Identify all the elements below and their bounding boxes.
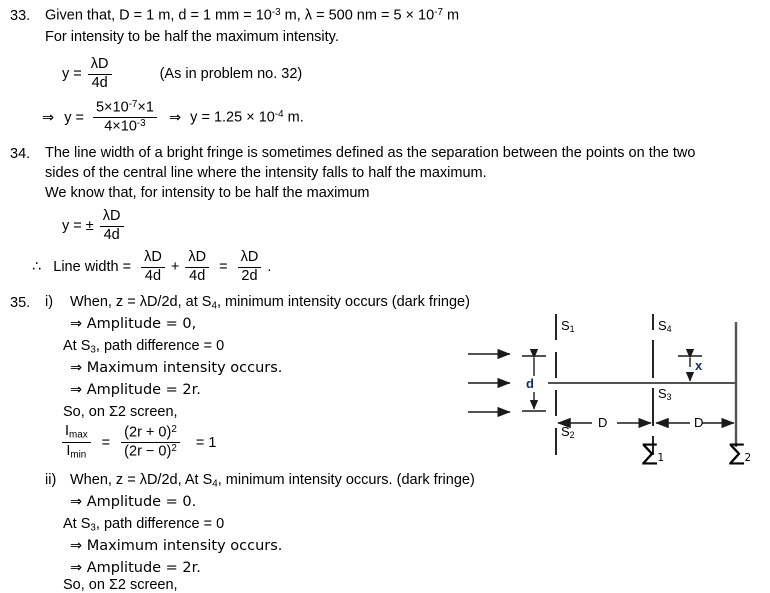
problem-33-number: 33.	[10, 8, 31, 24]
label-s4	[658, 318, 672, 334]
problem-35-i-equation	[60, 424, 216, 461]
problem-33-equation-2	[42, 100, 304, 135]
p35i-eq-lhs-den	[62, 443, 91, 461]
label-D-left: D	[598, 415, 608, 430]
problem-34-number: 34.	[10, 146, 31, 162]
p33-given-a: Given that, D = 1 m, d = 1 mm = 10	[45, 7, 272, 24]
problem-35-part-i-marker: i)	[45, 294, 54, 310]
problem-35-ii-line-1	[70, 473, 475, 490]
p34-eq2-f1-num: λD	[141, 250, 165, 268]
problem-34-equation-1	[62, 209, 126, 243]
p34-eq2-f2-num: λD	[185, 250, 209, 268]
p33-eq2-lhs: y =	[64, 109, 84, 126]
p35i-eq-rhs-num	[121, 425, 180, 443]
label-sigma2-sub: 2	[744, 452, 752, 465]
p34-eq2-f2-den: 4d	[189, 267, 206, 284]
p34-eq2-fraction-2	[185, 250, 209, 284]
problem-35-ii-line-3	[63, 517, 224, 534]
p35ii-l3-a: At S	[63, 516, 91, 532]
label-s4-sub: 4	[666, 324, 672, 335]
p34-eq2-fraction-3	[238, 250, 262, 284]
p33-eq2-numerator	[93, 100, 157, 118]
p35ii-l3-sub: 3	[90, 522, 96, 534]
p33-eq2-result-b: m.	[283, 109, 304, 126]
p35i-rhs-num-exp: 2	[171, 424, 177, 436]
p34-eq2-period: .	[267, 259, 272, 276]
p35i-l1-sub: 4	[211, 300, 217, 312]
p33-eq2-arrow: ⇒	[42, 109, 55, 126]
p33-eq2-result	[190, 109, 304, 125]
problem-35-i-line-6: So, on Σ2 screen,	[63, 404, 178, 420]
problem-33-line-2: For intensity to be half the maximum intensity.	[45, 29, 339, 45]
p35i-imin: I	[66, 443, 71, 460]
p35i-eq-rhs-fraction	[121, 425, 180, 460]
p33-given-c: m	[442, 7, 460, 24]
label-s3-text: S	[658, 386, 667, 401]
p35ii-l1-sub: 4	[212, 478, 218, 490]
p33-eq1-denominator: 4d	[91, 74, 108, 91]
p33-eq2-denominator	[93, 118, 157, 135]
p35i-eq-lhs-fraction	[62, 424, 91, 461]
double-slit-diagram	[462, 300, 770, 472]
problem-34-line-3: We know that, for intensity to be half the maximum	[45, 185, 370, 201]
p35i-imax-sub: max	[69, 429, 88, 441]
label-D-right: D	[694, 415, 704, 430]
p33-eq2-den-a: 4×10	[104, 118, 137, 135]
p35ii-l1-a: When, z = λD/2d, At S	[70, 472, 213, 488]
p34-eq2-f3-den: 2d	[241, 267, 258, 284]
problem-35-number: 35.	[10, 295, 31, 311]
label-sigma2	[729, 440, 751, 466]
p33-eq1-fraction	[88, 57, 112, 91]
label-s3	[658, 386, 672, 402]
p34-linewidth-label: Line width =	[53, 259, 132, 276]
p33-eq1-note: (As in problem no. 32)	[159, 66, 303, 83]
p33-eq2-num-exp: -7	[128, 99, 138, 110]
p34-eq2-plus: +	[170, 259, 180, 276]
p33-eq2-num-a: 5×10	[95, 99, 129, 116]
p34-therefore-symbol: ∴	[32, 259, 42, 276]
p34-eq1-numerator: λD	[100, 209, 124, 227]
p35i-eq-rhs-den	[121, 443, 180, 460]
problem-34-line-1: The line width of a bright fringe is sometimes defined as the separation between the points on the two	[45, 145, 696, 161]
p35i-rhs-num-a: (2r + 0)	[124, 424, 172, 441]
problem-35-ii-line-4: ⇒ Maximum intensity occurs.	[70, 538, 283, 554]
p35i-eq-lhs-num	[62, 424, 91, 443]
label-s2-text: S	[561, 424, 570, 439]
p35i-imin-sub: min	[70, 449, 87, 461]
p35ii-l3-b: , path difference = 0	[95, 516, 225, 532]
label-sigma1	[642, 440, 664, 466]
p34-eq1-fraction	[100, 209, 124, 243]
p33-eq2-num-b: ×1	[137, 99, 154, 116]
label-s2-sub: 2	[569, 430, 575, 441]
problem-35-ii-line-5: ⇒ Amplitude = 2r.	[70, 560, 201, 576]
p33-eq2-result-arrow: ⇒	[168, 109, 182, 126]
problem-35-part-ii-marker: ii)	[45, 472, 57, 488]
p33-given-b-exp: -7	[434, 7, 443, 18]
problem-33-equation-1	[62, 57, 302, 91]
label-s1-sub: 1	[569, 324, 575, 335]
label-s3-sub: 3	[666, 392, 672, 403]
p35i-imax: I	[65, 423, 70, 439]
p35i-eq-equals: =	[101, 434, 111, 451]
problem-35-ii-line-2: ⇒ Amplitude = 0.	[70, 494, 197, 510]
p34-eq1-lhs: y = ±	[62, 218, 94, 235]
p34-eq2-equals: =	[219, 259, 228, 276]
p35i-l3-a: At S	[63, 338, 91, 354]
p35i-l3-b: , path difference = 0	[95, 338, 225, 354]
p33-eq2-fraction	[93, 100, 157, 135]
label-s4-text: S	[658, 318, 667, 333]
label-sigma2-symbol: ∑	[729, 440, 745, 466]
p33-eq2-den-exp: -3	[136, 118, 146, 130]
label-sigma1-sub: 1	[657, 452, 665, 465]
p35i-eq-result: = 1	[195, 434, 217, 451]
problem-35-ii-line-6: So, on Σ2 screen,	[63, 577, 178, 593]
label-d: d	[526, 376, 534, 391]
p35i-l3-sub: 3	[90, 344, 96, 356]
p35ii-l1-b: , minimum intensity occurs. (dark fringe)	[217, 472, 475, 488]
problem-34-equation-2	[32, 250, 271, 284]
p34-eq2-f3-num: λD	[238, 250, 262, 268]
problem-35-i-line-5: ⇒ Amplitude = 2r.	[70, 382, 201, 398]
incoming-wave-arrows	[468, 354, 510, 412]
p34-eq2-fraction-1	[141, 250, 165, 284]
p35i-l1-a: When, z = λD/2d, at S	[70, 294, 212, 310]
label-s1	[561, 318, 575, 334]
problem-35-i-line-1	[70, 295, 470, 312]
problem-35-i-line-3	[63, 339, 224, 356]
p35i-rhs-den-a: (2r − 0)	[124, 443, 172, 460]
p33-eq2-result-exp: -4	[274, 109, 284, 121]
p34-eq1-denominator: 4d	[103, 226, 120, 243]
problem-35-i-line-2: ⇒ Amplitude = 0,	[70, 316, 197, 332]
p33-eq2-result-a: y = 1.25 × 10	[190, 109, 275, 126]
problem-35-i-line-4: ⇒ Maximum intensity occurs.	[70, 360, 283, 376]
p33-given-b: m, λ = 500 nm = 5 × 10	[280, 7, 435, 24]
p35i-l1-b: , minimum intensity occurs (dark fringe)	[216, 294, 470, 310]
p33-eq1-numerator: λD	[88, 57, 112, 75]
p35i-rhs-den-exp: 2	[171, 443, 177, 455]
p33-given-a-exp: -3	[271, 7, 281, 18]
label-sigma1-symbol: ∑	[642, 440, 658, 466]
p34-eq2-f1-den: 4d	[144, 267, 162, 284]
problem-34-line-2: sides of the central line where the intensity falls to half the maximum.	[45, 165, 487, 181]
label-s2	[561, 424, 575, 440]
diagram-svg	[462, 300, 770, 472]
problem-33-line-1	[45, 8, 459, 24]
p33-eq1-lhs: y =	[62, 66, 82, 83]
label-x: x	[695, 358, 703, 373]
label-s1-text: S	[561, 318, 570, 333]
